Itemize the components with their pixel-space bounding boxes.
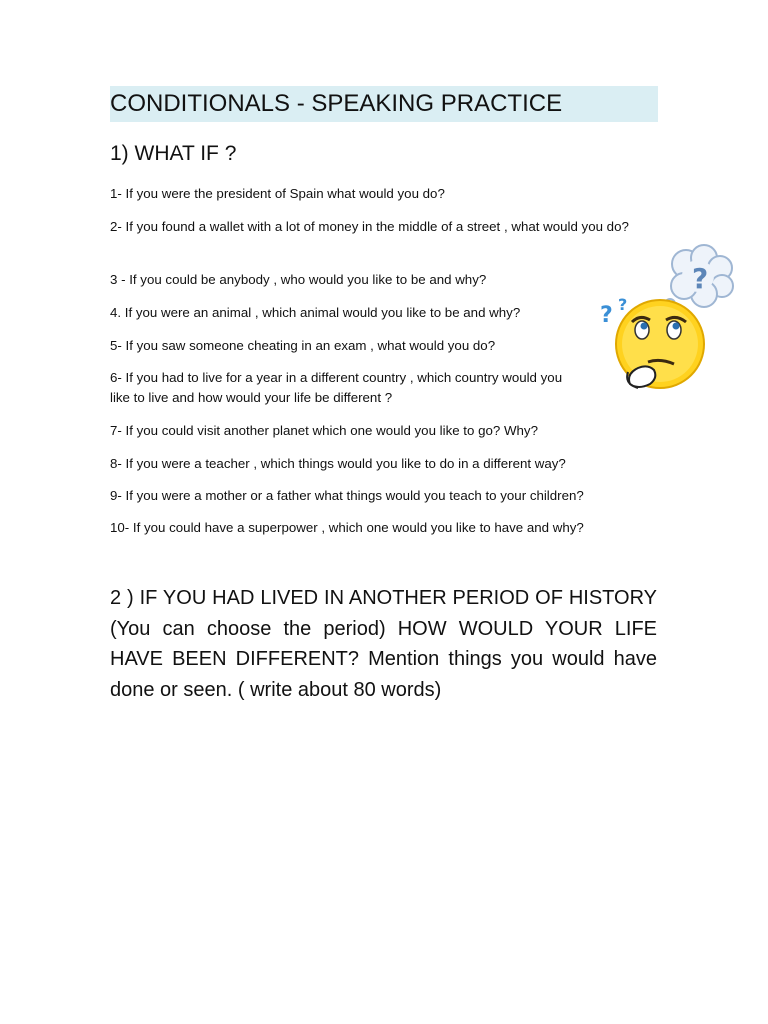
- question-mark-small-icon: ?: [618, 295, 628, 314]
- question-3: 3 - If you could be anybody , who would you like to be and why?: [110, 272, 487, 287]
- question-9: 9- If you were a mother or a father what things would you teach to your children?: [110, 488, 584, 503]
- question-mark-icon: ?: [600, 303, 613, 328]
- question-4: 4. If you were an animal , which animal would you like to be and why?: [110, 305, 521, 320]
- question-10: 10- If you could have a superpower , which one would you like to have and why?: [110, 520, 584, 535]
- page-title: CONDITIONALS - SPEAKING PRACTICE: [110, 90, 563, 117]
- section-2-prompt: 2 ) IF YOU HAD LIVED IN ANOTHER PERIOD OF HISTORY (You can choose the period) HOW WOULD YOUR LIFE HAVE BEEN DIFFERENT? Mention things you would have done or seen. ( write about 80 words): [110, 587, 657, 701]
- cloud-question-mark-icon: ?: [692, 262, 709, 295]
- question-7: 7- If you could visit another planet which one would you like to go? Why?: [110, 423, 538, 438]
- question-6: 6- If you had to live for a year in a different country , which country would you like to live and how would your life be different ?: [110, 370, 563, 405]
- question-1: 1- If you were the president of Spain what would you do?: [110, 186, 445, 201]
- question-8: 8- If you were a teacher , which things would you like to do in a different way?: [110, 456, 566, 471]
- section-1-heading: 1) WHAT IF ?: [110, 142, 237, 165]
- question-2: 2- If you found a wallet with a lot of money in the middle of a street , what would you do?: [110, 219, 629, 234]
- question-5: 5- If you saw someone cheating in an exam , what would you do?: [110, 338, 496, 353]
- thinking-face-icon: [598, 244, 738, 394]
